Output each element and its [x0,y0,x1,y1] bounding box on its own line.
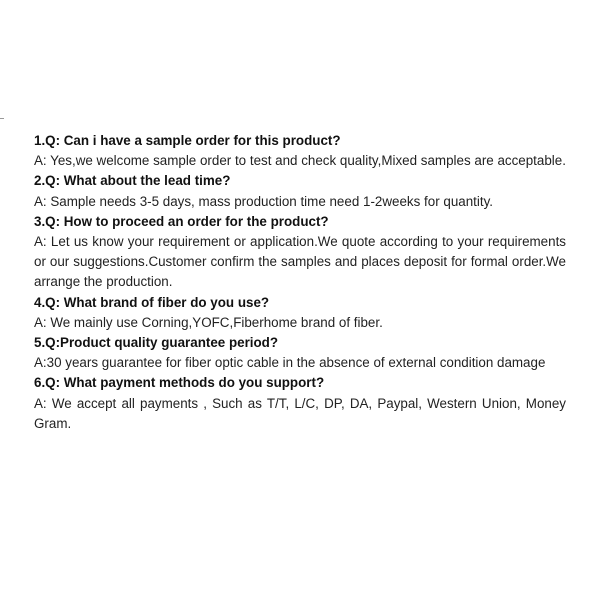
faq-question-5: 5.Q:Product quality guarantee period? [34,335,279,351]
faq-answer-1: A: Yes,we welcome sample order to test and check quality,Mixed samples are acceptable. [34,153,566,169]
faq-question-4: 4.Q: What brand of fiber do you use? [34,294,270,310]
faq-list [34,131,566,434]
faq-question-1: 1.Q: Can i have a sample order for this product? [34,133,341,148]
faq-item-5 [34,333,566,373]
margin-tick [0,118,4,119]
faq-item-1 [34,131,566,171]
faq-answer-3: A: Let us know your requirement or application.We quote according to your requirements or our suggestions.Customer confirm the samples and places deposit for formal order.We arrange the production. [34,234,566,290]
faq-item-6 [34,373,566,434]
faq-question-2: 2.Q: What about the lead time? [34,173,231,189]
faq-answer-4: A: We mainly use Corning,YOFC,Fiberhome brand of fiber. [34,314,383,330]
faq-answer-6: A: We accept all payments , Such as T/T, L/C, DP, DA, Paypal, Western Union, Money Gram. [34,395,566,431]
faq-question-6: 6.Q: What payment methods do you support? [34,375,325,391]
faq-item-3 [34,212,566,293]
faq-item-4 [34,293,566,333]
faq-question-3: 3.Q: How to proceed an order for the product? [34,213,329,229]
faq-item-2 [34,171,566,211]
faq-answer-2: A: Sample needs 3-5 days, mass production time need 1-2weeks for quantity. [34,193,493,209]
faq-answer-5: A:30 years guarantee for fiber optic cable in the absence of external condition damage [34,355,546,371]
